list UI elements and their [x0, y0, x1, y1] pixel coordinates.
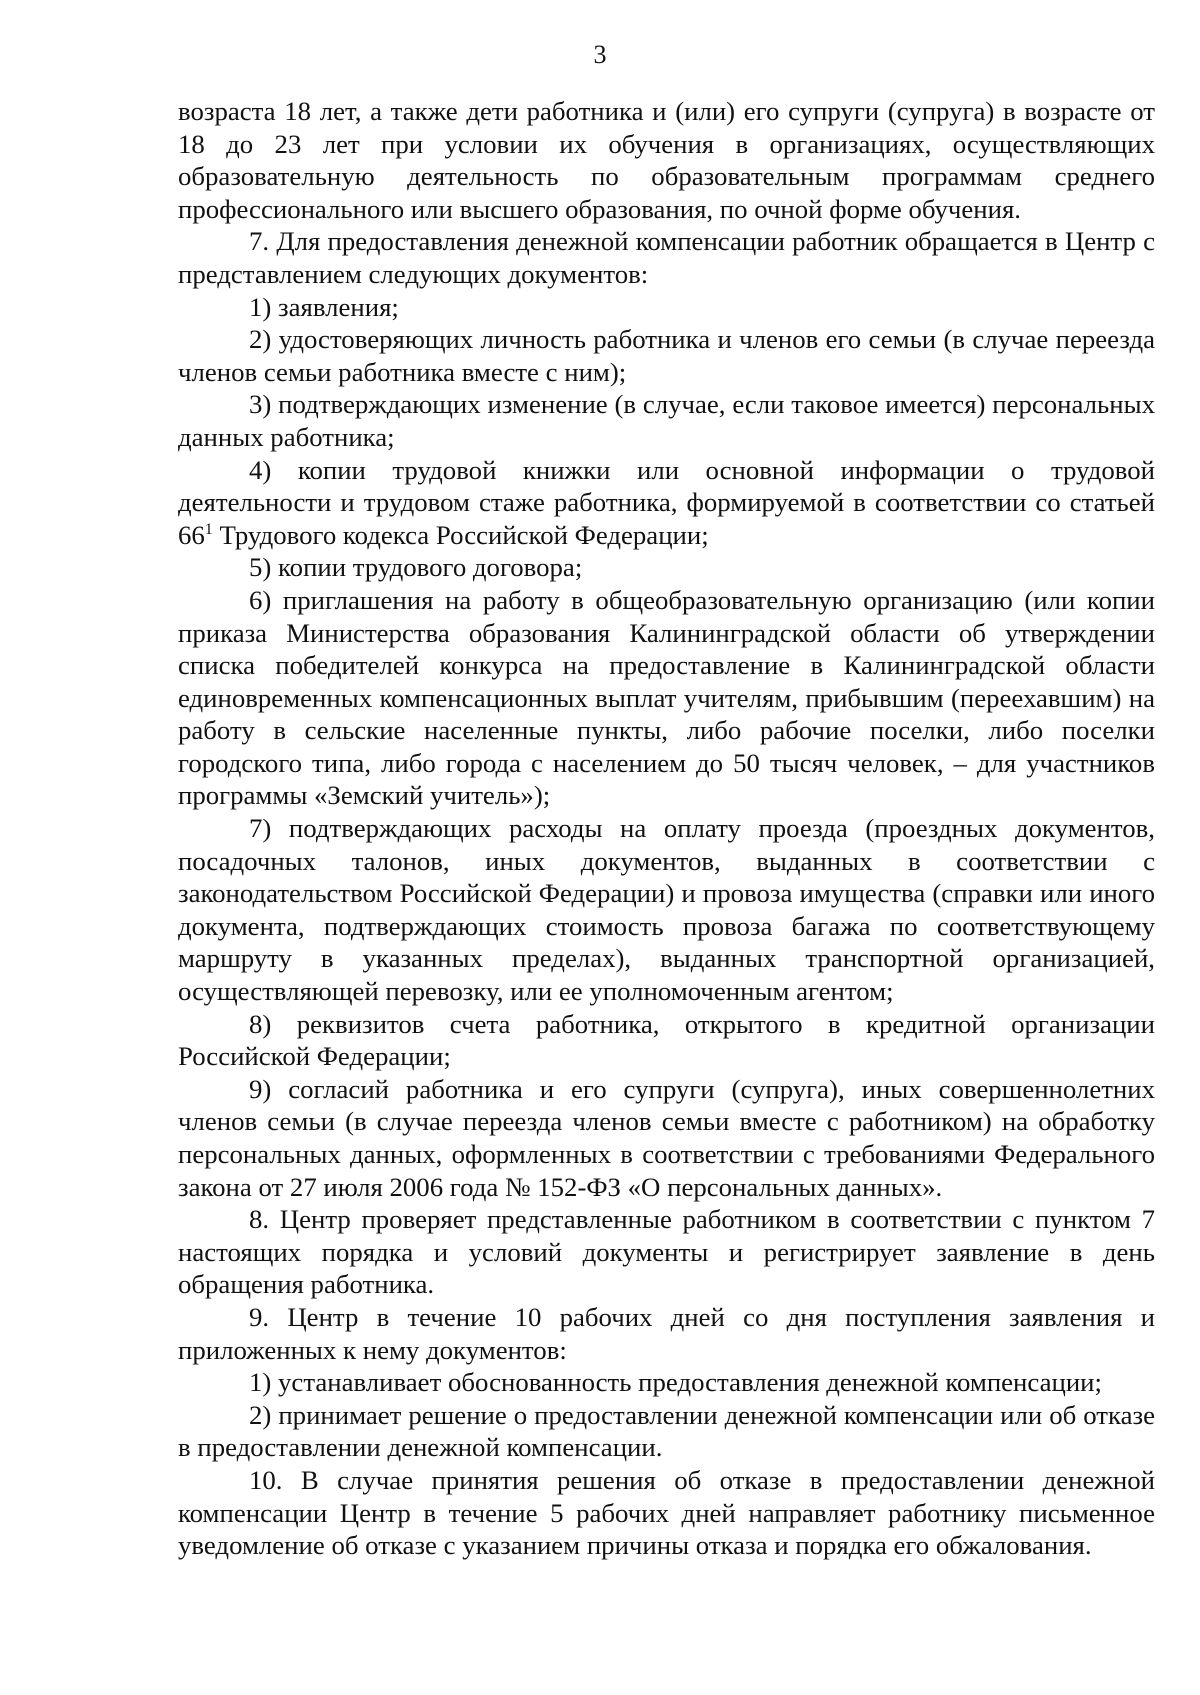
paragraph-item-9: 9. Центр в течение 10 рабочих дней со дня поступления заявления и приложенных к нему документов:: [178, 1301, 1155, 1365]
list-item-4-text-before: 4) копии трудовой книжки или основной информации о трудовой деятельности и трудовом стаже работника, формируемой в соответствии со статьей 66: [178, 454, 1155, 550]
paragraph-item-10: 10. В случае принятия решения об отказе в предоставлении денежной компенсации Центр в течение 5 рабочих дней направляет работнику письменное уведомление об отказе с указанием причины отказа и порядка его обжалования.: [178, 1464, 1155, 1561]
sub-item-9-1: 1) устанавливает обоснованность предоставления денежной компенсации;: [249, 1367, 1102, 1398]
paragraph-item-8: 8. Центр проверяет представленные работником в соответствии с пунктом 7 настоящих порядка и условий документы и регистрирует заявление в день обращения работника.: [178, 1204, 1155, 1300]
document-body: [178, 95, 1155, 1562]
list-item-2-identity: 2) удостоверяющих личность работника и членов его семьи (в случае переезда членов семьи работника вместе с ним);: [178, 324, 1155, 387]
article-superscript: 1: [204, 520, 213, 538]
page-number: 3: [593, 40, 607, 69]
paragraph-continuation: возраста 18 лет, а также дети работника и (или) его супруги (супруга) в возрасте от 18 до 23 лет при условии их обучения в организациях, осуществляющих образовательную деятельность по образовательным программам среднего профессионального или высшего образования, по очной форме обучения.: [178, 96, 1155, 224]
list-item-4-text-after: Трудового кодекса Российской Федерации;: [212, 519, 709, 550]
list-item-9-consents: 9) согласий работника и его супруги (супруга), иных совершеннолетних членов семьи (в случае переезда членов семьи вместе с работником) на обработку персональных данных, оформленных в соответствии с требованиями Федерального закона от 27 июля 2006 года № 152-ФЗ «О персональных данных».: [178, 1073, 1155, 1202]
list-item-1-application: 1) заявления;: [249, 291, 399, 322]
list-item-8-bank-details: 8) реквизитов счета работника, открытого в кредитной организации Российской Федерации;: [178, 1008, 1155, 1072]
paragraph-item-7: 7. Для предоставления денежной компенсации работник обращается в Центр с представлением следующих документов:: [178, 226, 1155, 289]
list-item-5-contract: 5) копии трудового договора;: [249, 552, 583, 583]
list-item-3-personal-data: 3) подтверждающих изменение (в случае, если таковое имеется) персональных данных работника;: [178, 389, 1155, 452]
list-item-4-labor-book: [178, 454, 1155, 552]
sub-item-9-2: 2) принимает решение о предоставлении денежной компенсации или об отказе в предоставлении денежной компенсации.: [178, 1399, 1155, 1463]
list-item-6-invitation: 6) приглашения на работу в общеобразовательную организацию (или копии приказа Министерства образования Калининградской области об утверждении списка победителей конкурса на предоставление в Калининградской области единовременных компенсационных выплат учителям, прибывшим (переехавшим) на работу в сельские населенные пункты, либо рабочие поселки, либо поселки городского типа, либо города с населением до 50 тысяч человек, – для участников программы «Земский учитель»);: [178, 584, 1155, 811]
list-item-7-travel-expenses: 7) подтверждающих расходы на оплату проезда (проездных документов, посадочных талонов, иных документов, выданных в соответствии с законодательством Российской Федерации) и провоза имущества (справки или иного документа, подтверждающих стоимость провоза багажа по соответствующему маршруту в указанных пределах), выданных транспортной организацией, осуществляющей перевозку, или ее уполномоченным агентом;: [178, 813, 1155, 1007]
